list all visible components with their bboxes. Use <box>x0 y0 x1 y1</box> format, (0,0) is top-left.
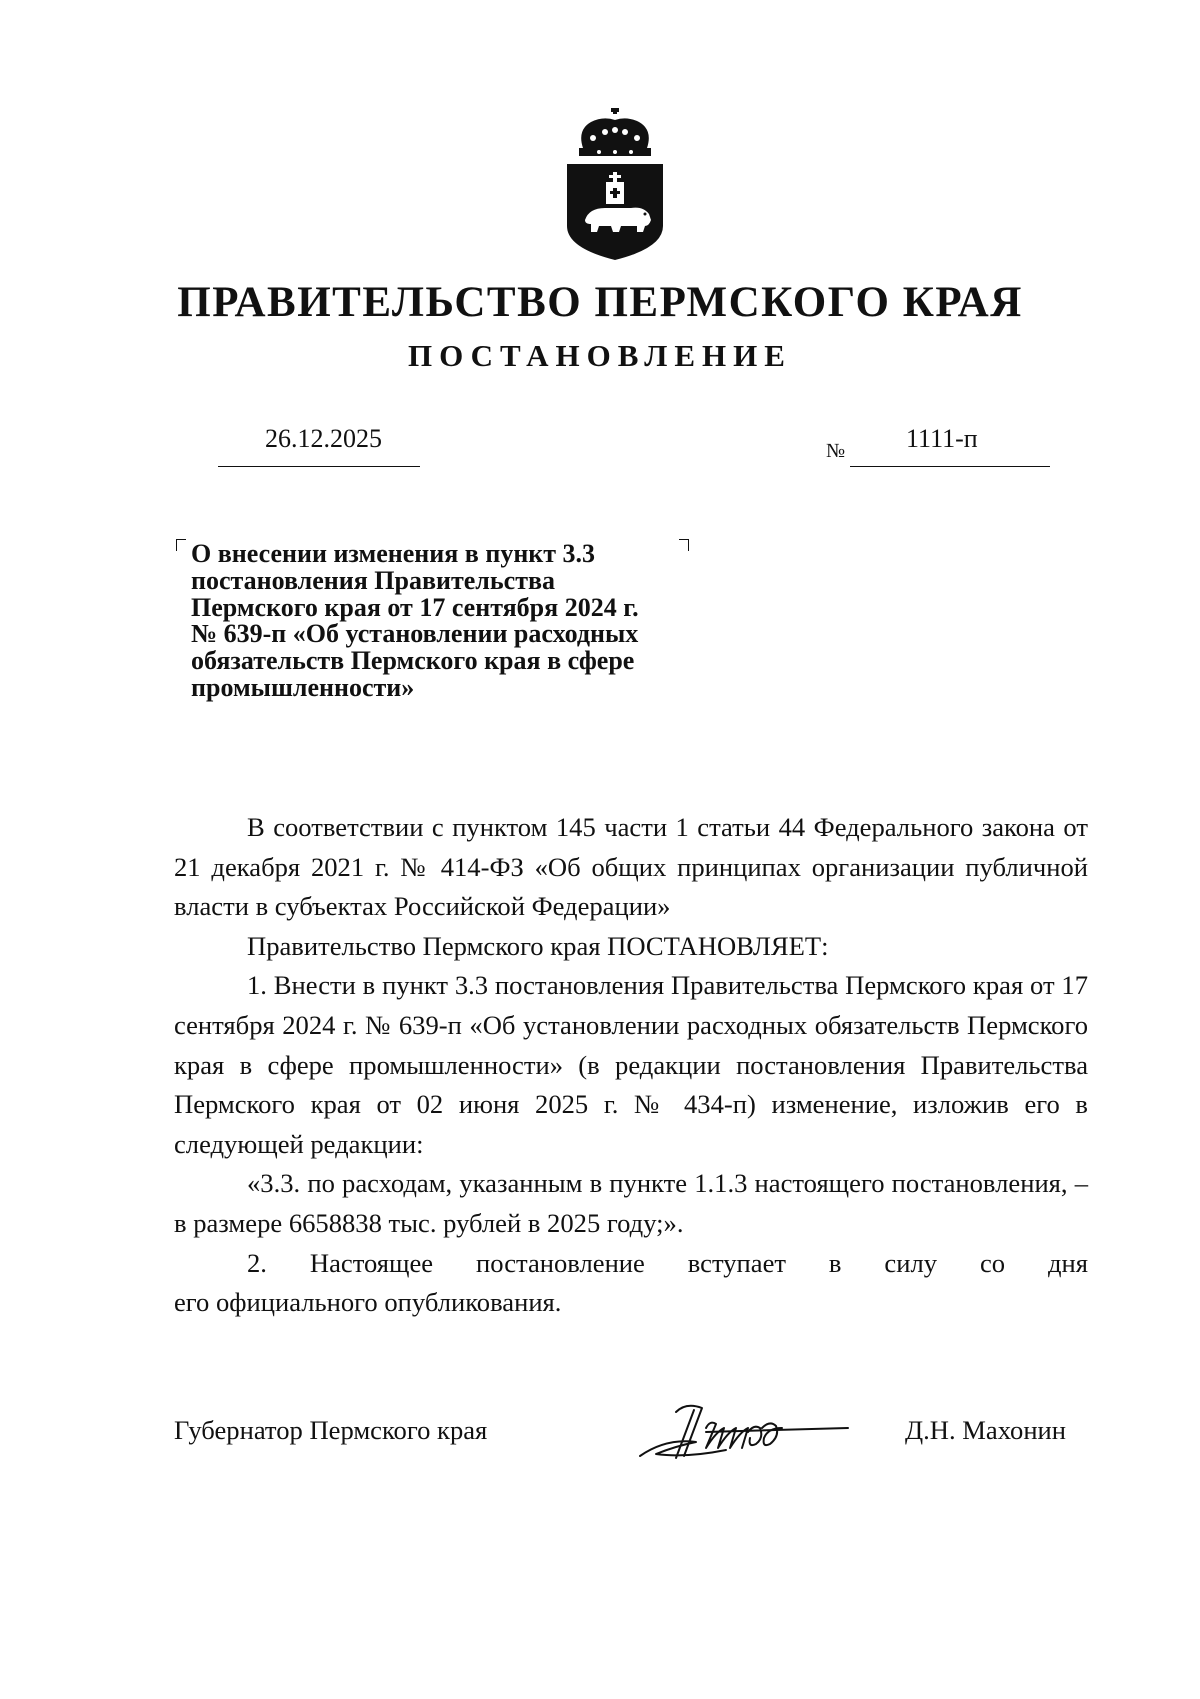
document-type: ПОСТАНОВЛЕНИЕ <box>408 338 792 373</box>
body-paragraph-resolves: Правительство Пермского края ПОСТАНОВЛЯЕТ: <box>247 930 829 961</box>
subject-corner-left <box>176 539 186 551</box>
body-paragraph-preamble: В соответствии с пунктом 145 части 1 статьи 44 Федерального закона от 21 декабря 2021 г. № 414-ФЗ «Об общих принципах организации публичной власти в субъектах Российской Федерации» <box>174 812 1088 922</box>
number-sign: № <box>826 440 846 462</box>
body-paragraph-quoted-item: «3.3. по расходам, указанным в пункте 1.1.3 настоящего постановления, – в размере 6658838 тыс. рублей в 2025 году;». <box>174 1168 1088 1238</box>
handwritten-signature-icon <box>636 1398 851 1468</box>
government-title: ПРАВИТЕЛЬСТВО ПЕРМСКОГО КРАЯ <box>177 279 1023 326</box>
document-date: 26.12.2025 <box>265 424 382 453</box>
body-paragraph-item-2-line-1: 2. Настоящее постановление вступает в силу со дня <box>247 1247 1088 1278</box>
perm-krai-coat-of-arms-icon <box>565 108 665 260</box>
document-subject: О внесении изменения в пункт 3.3 постановления Правительства Пермского края от 17 сентября 2024 г. № 639-п «Об установлении расходных обязательств Пермского края в сфере промышленности» <box>191 539 639 702</box>
document-body <box>174 808 1088 1323</box>
signer-name: Д.Н. Махонин <box>905 1415 1067 1445</box>
body-paragraph-item-1: 1. Внести в пункт 3.3 постановления Правительства Пермского края от 17 сентября 2024 г. № 639-п «Об установлении расходных обязательств Пермского края в сфере промышленности» (в редакции постановления Правительства Пермского края от 02 июня 2025 г. № 434-п) изменение, изложив его в следующей редакции: <box>174 970 1088 1159</box>
subject-corner-right <box>679 539 689 551</box>
document-number: 1111-п <box>906 424 978 453</box>
body-paragraph-item-2-line-2: его официального опубликования. <box>174 1287 562 1318</box>
signer-position: Губернатор Пермского края <box>174 1415 488 1445</box>
